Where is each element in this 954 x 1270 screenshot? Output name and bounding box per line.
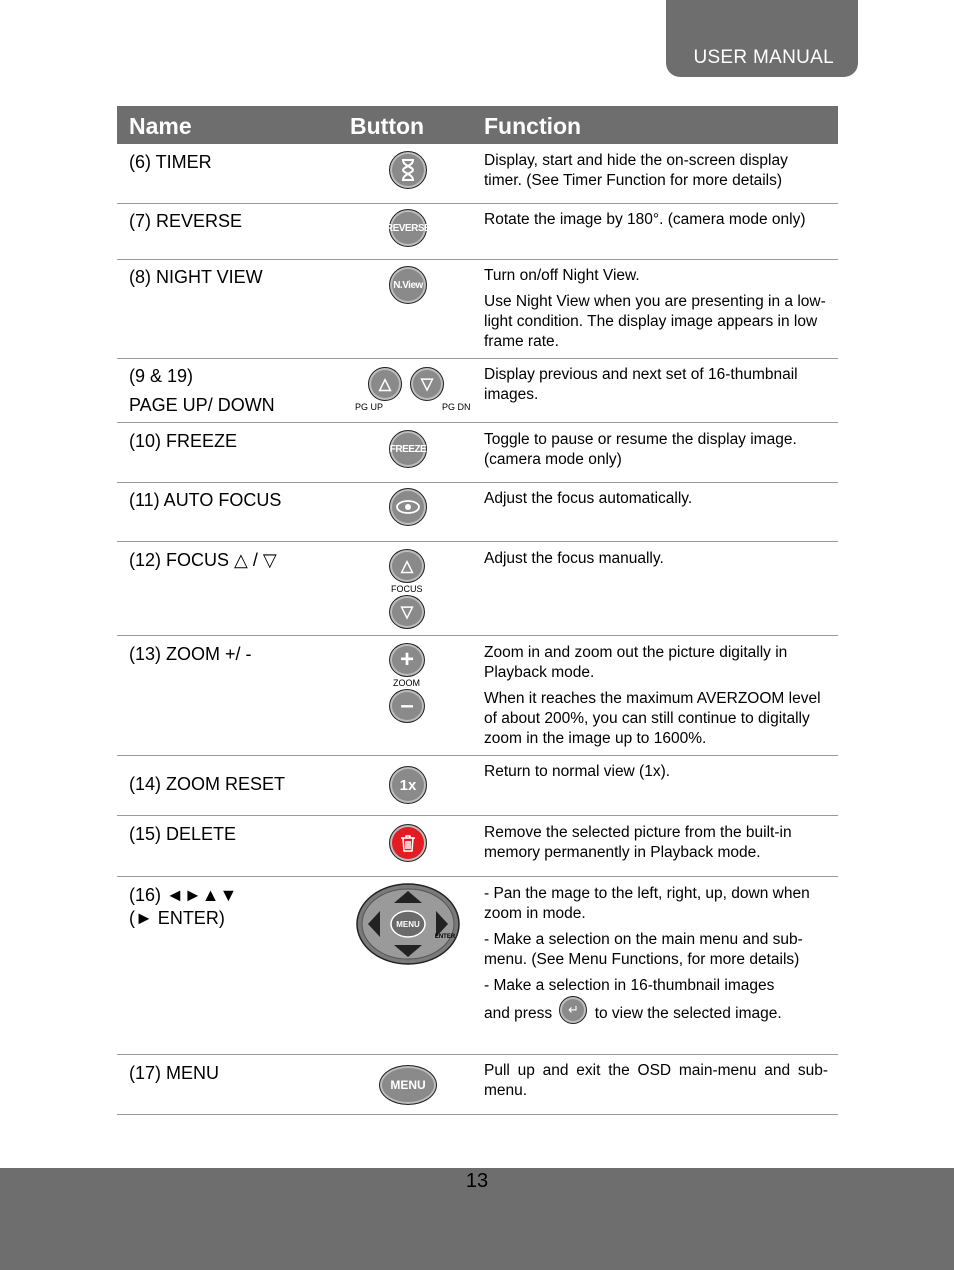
- eye-icon: [396, 500, 420, 514]
- function-table: [117, 106, 838, 1115]
- row-name: (6) TIMER: [129, 152, 212, 172]
- row-name: (12) FOCUS △ / ▽: [129, 550, 277, 570]
- row-function-detail: - Make a selection on the main menu and sub-menu. (See Menu Functions, for more details): [484, 931, 803, 968]
- row-name: (14) ZOOM RESET: [129, 774, 286, 794]
- timer-button[interactable]: [389, 151, 427, 189]
- zoom-out-button[interactable]: [389, 689, 425, 723]
- header-tab: [666, 0, 858, 77]
- minus-icon: –: [400, 692, 414, 719]
- page-up-label: PG UP: [355, 402, 384, 412]
- table-row: [117, 423, 838, 483]
- triangle-up-icon: △: [400, 558, 414, 575]
- row-function-detail: When it reaches the maximum AVERZOOM level of about 200%, you can still continue to digitally zoom in the image up to 1600%.: [484, 690, 821, 747]
- row-name: (15) DELETE: [129, 824, 237, 844]
- row-function-detail: Use Night View when you are presenting in a low-light condition. The display image appears in low frame rate.: [484, 293, 826, 350]
- freeze-button[interactable]: FREEZE: [389, 430, 427, 468]
- page-down-label: PG DN: [442, 402, 471, 412]
- row-function-tail-a: and press: [484, 1005, 553, 1023]
- table-row: [117, 359, 838, 423]
- row-name: (16) ◄►▲▼: [129, 885, 238, 905]
- row-name-line2: (► ENTER): [129, 908, 225, 928]
- hourglass-icon: [400, 159, 416, 181]
- row-name: (11) AUTO FOCUS: [129, 490, 282, 510]
- col-function-header: Function: [484, 113, 582, 139]
- menu-button[interactable]: MENU: [379, 1065, 437, 1105]
- auto-focus-button[interactable]: [389, 488, 427, 526]
- row-function-detail: - Make a selection in 16-thumbnail images: [484, 977, 775, 994]
- row-function: Rotate the image by 180°. (camera mode only): [484, 211, 806, 228]
- row-function: Display, start and hide the on-screen display timer. (See Timer Function for more details): [484, 152, 788, 189]
- table-header: [117, 106, 838, 144]
- table-row: [117, 204, 838, 260]
- row-function: Zoom in and zoom out the picture digitally in Playback mode.: [484, 644, 788, 681]
- trash-icon: [400, 834, 416, 852]
- table-row: [117, 1055, 838, 1115]
- page-down-button[interactable]: [410, 367, 444, 401]
- table-row: [117, 144, 838, 204]
- row-name: (9 & 19): [129, 366, 194, 386]
- row-function: Pull up and exit the OSD main-menu and sub-menu.: [484, 1062, 828, 1099]
- row-function: Display previous and next set of 16-thumbnail images.: [484, 366, 798, 403]
- row-function: Return to normal view (1x).: [484, 763, 671, 780]
- row-name: (13) ZOOM +/ -: [129, 644, 252, 664]
- row-name: (17) MENU: [129, 1063, 220, 1083]
- row-function: Adjust the focus automatically.: [484, 490, 693, 507]
- row-function: Toggle to pause or resume the display image. (camera mode only): [484, 431, 797, 468]
- row-name: (8) NIGHT VIEW: [129, 267, 263, 287]
- reverse-button[interactable]: REVERSE: [389, 209, 427, 247]
- nav-menu-label: MENU: [396, 920, 420, 929]
- focus-up-button[interactable]: [389, 549, 425, 583]
- page-number: 13: [465, 1170, 489, 1192]
- zoom-reset-button[interactable]: 1x: [389, 766, 427, 804]
- focus-label: FOCUS: [391, 584, 423, 594]
- table-row: [117, 260, 838, 359]
- row-name-line2: PAGE UP/ DOWN: [129, 395, 275, 415]
- page-up-button[interactable]: [368, 367, 402, 401]
- focus-down-button[interactable]: [389, 595, 425, 629]
- col-button-header: Button: [350, 113, 425, 139]
- row-name: (7) REVERSE: [129, 211, 243, 231]
- table-row: [117, 542, 838, 636]
- triangle-down-icon: ▽: [400, 604, 414, 621]
- row-function-tail-b: to view the selected image.: [594, 1005, 782, 1023]
- col-name-header: Name: [129, 113, 192, 139]
- delete-button[interactable]: [389, 824, 427, 862]
- table-row: [117, 877, 838, 1055]
- zoom-label: ZOOM: [393, 678, 420, 688]
- table-row: [117, 636, 838, 756]
- enter-icon: ↵: [559, 996, 587, 1024]
- night-view-button[interactable]: N.View: [389, 266, 427, 304]
- nav-enter-label: ENTER: [434, 934, 456, 940]
- row-function: Adjust the focus manually.: [484, 550, 664, 567]
- triangle-down-icon: ▽: [420, 376, 434, 393]
- row-name: (10) FREEZE: [129, 431, 238, 451]
- plus-icon: +: [399, 646, 414, 673]
- zoom-in-button[interactable]: [389, 643, 425, 677]
- table-row: [117, 816, 838, 877]
- navigation-pad[interactable]: [356, 883, 460, 965]
- table-row: [117, 756, 838, 816]
- triangle-up-icon: △: [378, 376, 392, 393]
- row-function: - Pan the mage to the left, right, up, down when zoom in mode.: [484, 885, 810, 922]
- header-tab-label: USER MANUAL: [693, 47, 834, 68]
- row-function: Remove the selected picture from the built-in memory permanently in Playback mode.: [484, 824, 792, 861]
- row-function: Turn on/off Night View.: [484, 267, 640, 284]
- table-row: [117, 483, 838, 542]
